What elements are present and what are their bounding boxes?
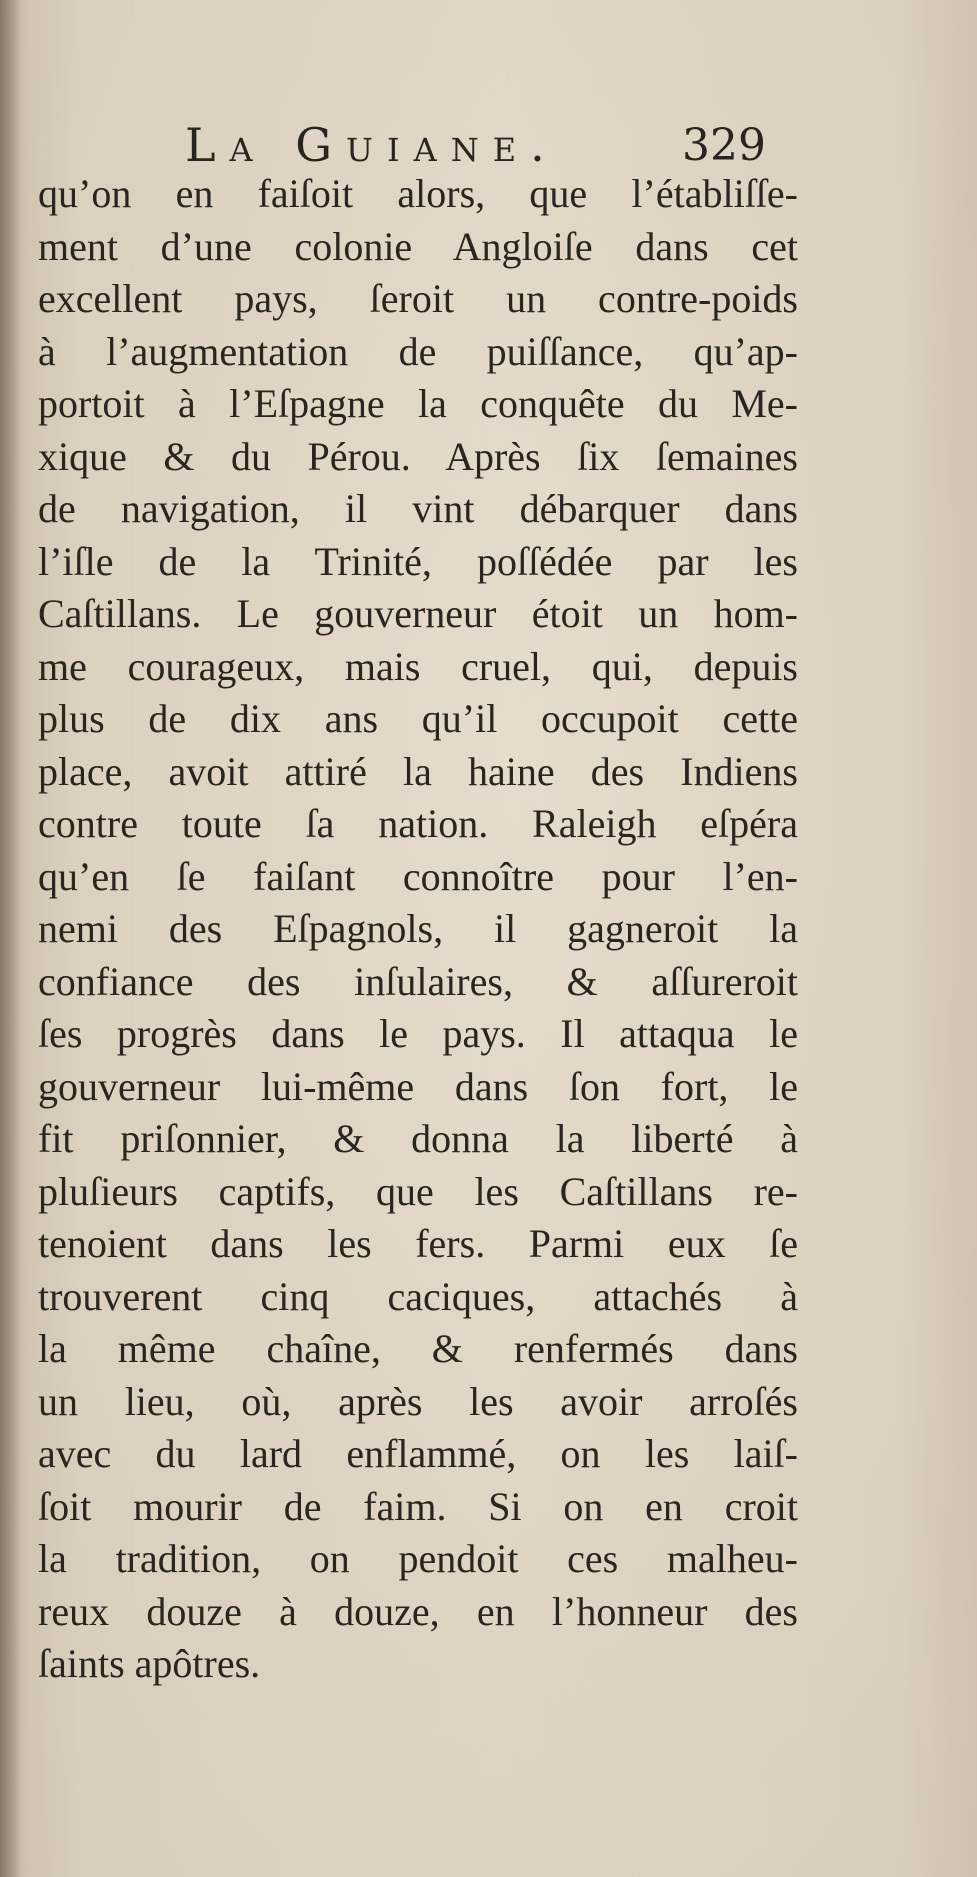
- text-line: la tradition, on pendoit ces malheu-: [38, 1536, 798, 1581]
- text-line: gouverneur lui-même dans ſon fort, le: [38, 1063, 798, 1109]
- text-line: fit priſonnier, & donna la liberté à: [38, 1116, 798, 1161]
- text-line: ment d’une colonie Angloiſe dans cet: [38, 223, 798, 269]
- text-line: avec du lard enflammé, on les laiſ-: [38, 1431, 798, 1476]
- text-line: un lieu, où, après les avoir arroſés: [38, 1378, 798, 1424]
- text-line: nemi des Eſpagnols, il gagneroit la: [38, 906, 798, 951]
- text-line-last: ſaints apôtres.: [38, 1641, 261, 1686]
- spine-shadow: [0, 0, 22, 1877]
- text-line: xique & du Pérou. Après ſix ſemaines: [38, 433, 798, 479]
- body-text: [38, 168, 798, 1691]
- text-line: plus de dix ans qu’il occupoit cette: [38, 696, 798, 741]
- text-line: de navigation, il vint débarquer dans: [38, 486, 798, 531]
- text-line: l’iſle de la Trinité, poſſédée par les: [38, 538, 798, 584]
- text-line: me courageux, mais cruel, qui, depuis: [38, 643, 798, 689]
- text-line: qu’on en faiſoit alors, que l’établiſſe-: [38, 171, 798, 216]
- text-line: portoit à l’Eſpagne la conquête du Me-: [38, 381, 798, 426]
- text-line: Caſtillans. Le gouverneur étoit un hom-: [38, 591, 798, 636]
- text-line: reux douze à douze, en l’honneur des: [38, 1588, 798, 1634]
- text-line: confiance des inſulaires, & aſſureroit: [38, 958, 798, 1004]
- text-line: tenoient dans les fers. Parmi eux ſe: [38, 1221, 798, 1266]
- text-line: la même chaîne, & renfermés dans: [38, 1326, 798, 1371]
- text-line: ſes progrès dans le pays. Il attaqua le: [38, 1011, 798, 1056]
- text-line: contre toute ſa nation. Raleigh eſpéra: [38, 801, 798, 846]
- text-line: trouverent cinq caciques, attachés à: [38, 1273, 798, 1319]
- text-line: place, avoit attiré la haine des Indiens: [38, 748, 798, 794]
- text-line: pluſieurs captifs, que les Caſtillans re-: [38, 1168, 798, 1214]
- text-line: excellent pays, ſeroit un contre-poids: [38, 276, 798, 321]
- page-number: 329: [682, 120, 766, 171]
- text-line: ſoit mourir de faim. Si on en croit: [38, 1483, 798, 1529]
- running-title: La Guiane.: [185, 118, 559, 172]
- text-line: qu’en ſe faiſant connoître pour l’en-: [38, 853, 798, 899]
- text-line: à l’augmentation de puiſſance, qu’ap-: [38, 328, 798, 374]
